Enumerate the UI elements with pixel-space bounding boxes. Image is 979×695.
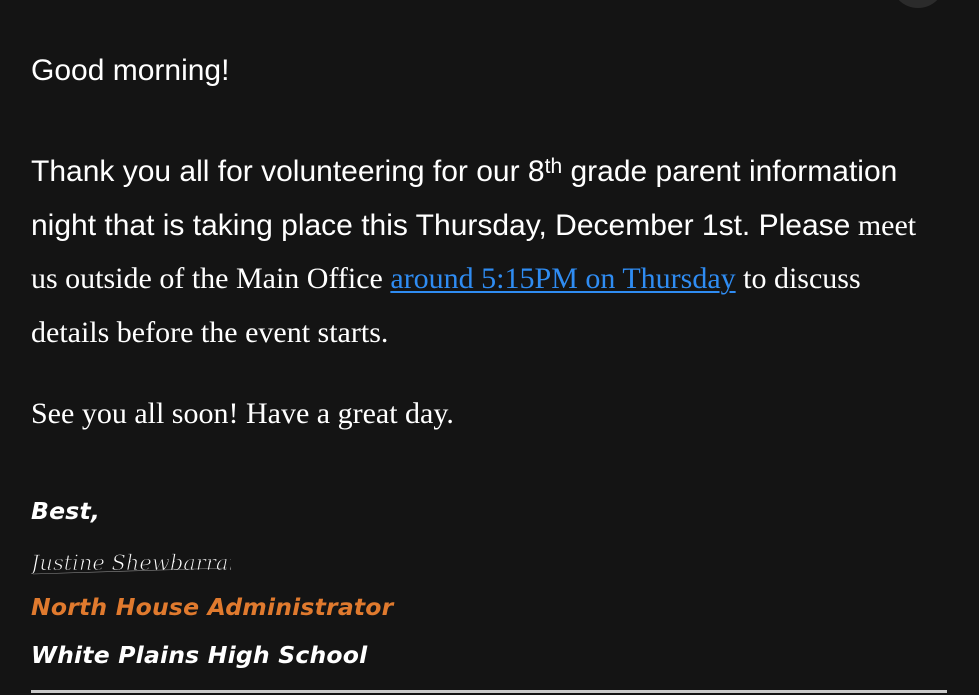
sender-title: North House Administrator: [31, 593, 394, 621]
sign-off: Best,: [31, 497, 100, 525]
divider: [31, 690, 947, 693]
greeting: Good morning!: [31, 54, 230, 87]
menu-button[interactable]: [891, 0, 945, 8]
signature-text: Justine Shewbarran: [31, 551, 231, 575]
paragraph-text: meet us outside of the Main Office: [31, 208, 917, 295]
message-paragraph: [31, 148, 931, 362]
closing-line: See you all soon! Have a great day.: [31, 397, 454, 430]
handwritten-signature: [31, 546, 231, 585]
paragraph-text: Thank you all for volunteering for our 8: [31, 155, 545, 188]
sender-school: White Plains High School: [31, 641, 368, 669]
event-time-link[interactable]: around 5:15PM on Thursday: [390, 262, 736, 295]
ordinal-superscript: th: [544, 154, 563, 178]
paragraph-text: grade parent information night that is taking place this Thursday, December 1st. Please: [31, 155, 898, 242]
paragraph-text: to discuss details before the event starts.: [31, 262, 861, 349]
